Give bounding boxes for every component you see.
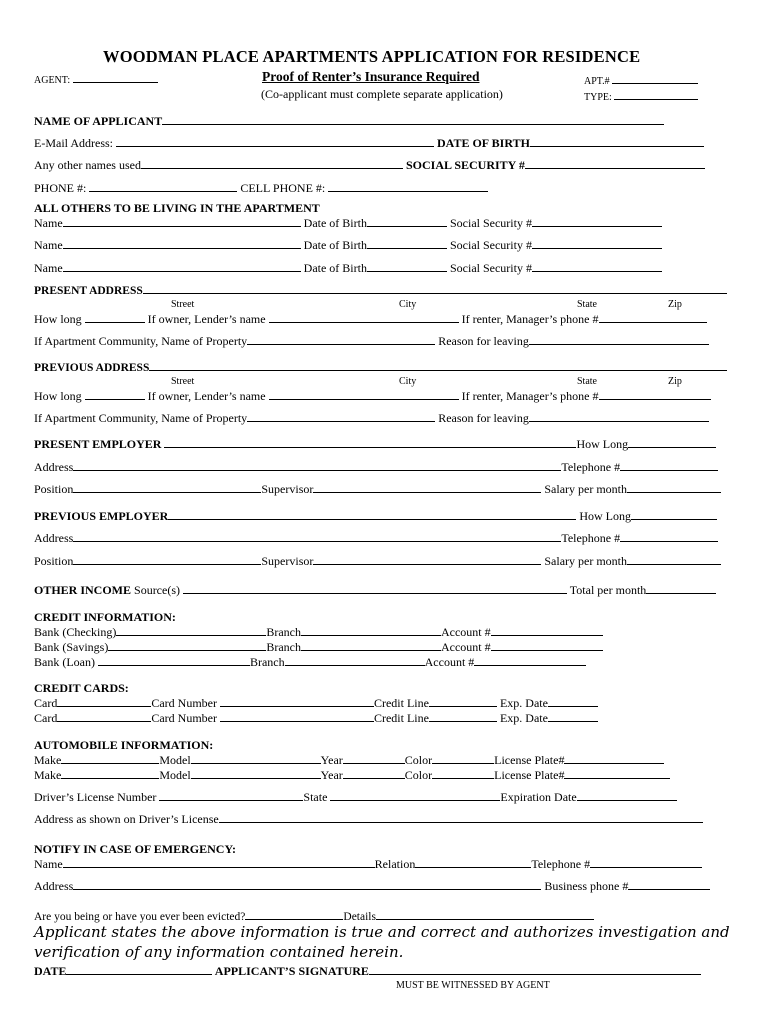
model-field[interactable] — [191, 753, 321, 764]
reason-field[interactable] — [529, 334, 709, 345]
present-employer-row: PRESENT EMPLOYER How Long — [34, 437, 716, 451]
email-field[interactable] — [116, 136, 434, 147]
community-field[interactable] — [247, 411, 435, 422]
community-row: If Apartment Community, Name of Property Reason for leaving — [34, 334, 709, 348]
card-row: Card Card Number Credit Line Exp. Date — [34, 711, 598, 725]
credit-line-field[interactable] — [429, 711, 497, 722]
manager-phone-field[interactable] — [599, 312, 707, 323]
apt-label: APT.# — [584, 73, 698, 89]
branch-field[interactable] — [301, 625, 441, 636]
occupant-name-field[interactable] — [63, 261, 301, 272]
color-field[interactable] — [432, 753, 494, 764]
license-address-field[interactable] — [219, 812, 703, 823]
community-row: If Apartment Community, Name of Property Reason for leaving — [34, 411, 709, 425]
employer-position-row: Position Supervisor Salary per month — [34, 482, 721, 496]
agent-field[interactable] — [73, 72, 158, 83]
other-income-row: OTHER INCOME Source(s) Total per month — [34, 583, 716, 597]
other-occupant-row: Name Date of Birth Social Security # — [34, 238, 662, 252]
emergency-heading: NOTIFY IN CASE OF EMERGENCY: — [34, 842, 237, 856]
state-caption: State — [577, 299, 597, 310]
occupant-ssn-field[interactable] — [532, 216, 662, 227]
emergency-address-row: Address Business phone # — [34, 879, 710, 893]
emergency-telephone-field[interactable] — [590, 857, 702, 868]
employer-address-row: Address Telephone # — [34, 531, 718, 545]
license-state-field[interactable] — [330, 790, 500, 801]
previous-address-field[interactable] — [149, 360, 727, 371]
card-field[interactable] — [57, 696, 151, 707]
emergency-name-field[interactable] — [63, 857, 375, 868]
credit-line-field[interactable] — [429, 696, 497, 707]
employer-address-field[interactable] — [73, 531, 561, 542]
salary-field[interactable] — [627, 482, 721, 493]
auto-heading: AUTOMOBILE INFORMATION: — [34, 738, 214, 752]
card-number-field[interactable] — [220, 696, 374, 707]
employer-address-field[interactable] — [73, 460, 561, 471]
zip-caption: Zip — [668, 299, 682, 310]
coapplicant-note: (Co-applicant must complete separate application) — [261, 87, 503, 101]
others-heading: ALL OTHERS TO BE LIVING IN THE APARTMENT — [34, 201, 320, 215]
bank-checking-row: Bank (Checking) Branch Account # — [34, 625, 603, 639]
other-names-field[interactable] — [141, 158, 403, 169]
present-address-row: PRESENT ADDRESS — [34, 283, 727, 298]
city-caption: City — [399, 299, 417, 310]
year-field[interactable] — [343, 753, 405, 764]
signature-row: DATE APPLICANT’S SIGNATURE — [34, 964, 701, 978]
other-occupant-row: Name Date of Birth Social Security # — [34, 261, 662, 275]
position-field[interactable] — [73, 554, 261, 565]
evicted-field[interactable] — [245, 909, 343, 920]
how-long-field[interactable] — [85, 312, 145, 323]
applicant-name-field[interactable] — [162, 114, 664, 125]
type-field[interactable] — [614, 89, 698, 100]
ssn-field[interactable] — [525, 158, 705, 169]
cell-phone-field[interactable] — [328, 181, 488, 192]
occupant-dob-field[interactable] — [367, 261, 447, 272]
applicant-statement: Applicant states the above information is true and correct and authorizes investigation and verification of any information contained herein. — [34, 923, 730, 961]
loan-bank-field[interactable] — [98, 655, 250, 666]
applicant-name-row: NAME OF APPLICANT — [34, 114, 664, 128]
business-phone-field[interactable] — [628, 879, 710, 890]
make-field[interactable] — [61, 768, 159, 779]
account-field[interactable] — [474, 655, 586, 666]
make-field[interactable] — [61, 753, 159, 764]
city-caption: City — [399, 376, 417, 387]
previous-employer-row: PREVIOUS EMPLOYER How Long — [34, 509, 717, 523]
other-occupant-row: Name Date of Birth Social Security # — [34, 216, 662, 230]
card-field[interactable] — [57, 711, 151, 722]
branch-field[interactable] — [285, 655, 425, 666]
card-row: Card Card Number Credit Line Exp. Date — [34, 696, 598, 710]
occupant-dob-field[interactable] — [367, 238, 447, 249]
occupant-name-field[interactable] — [63, 216, 301, 227]
phone-row: PHONE #: CELL PHONE #: — [34, 181, 488, 195]
license-row: Driver’s License Number State Expiration Date — [34, 790, 677, 804]
income-total-field[interactable] — [646, 583, 716, 594]
lender-field[interactable] — [269, 389, 459, 400]
employer-how-long-field[interactable] — [631, 509, 717, 520]
apt-field[interactable] — [612, 73, 698, 84]
occupant-dob-field[interactable] — [367, 216, 447, 227]
reason-field[interactable] — [529, 411, 709, 422]
bank-savings-row: Bank (Savings) Branch Account # — [34, 640, 603, 654]
present-employer-field[interactable] — [164, 437, 576, 448]
community-field[interactable] — [247, 334, 435, 345]
supervisor-field[interactable] — [313, 482, 541, 493]
account-field[interactable] — [491, 640, 603, 651]
dob-field[interactable] — [530, 136, 704, 147]
evicted-details-field[interactable] — [376, 909, 594, 920]
auto-row: Make Model Year Color License Plate# — [34, 753, 664, 767]
employer-how-long-field[interactable] — [628, 437, 716, 448]
emergency-name-row: Name Relation Telephone # — [34, 857, 702, 871]
plate-field[interactable] — [564, 753, 664, 764]
savings-bank-field[interactable] — [108, 640, 266, 651]
form-title: WOODMAN PLACE APARTMENTS APPLICATION FOR RESIDENCE — [103, 47, 641, 66]
expiration-field[interactable] — [577, 790, 677, 801]
street-caption: Street — [171, 299, 195, 310]
employer-address-row: Address Telephone # — [34, 460, 718, 474]
supervisor-field[interactable] — [313, 554, 541, 565]
position-field[interactable] — [73, 482, 261, 493]
manager-phone-field[interactable] — [599, 389, 711, 400]
witness-note: MUST BE WITNESSED BY AGENT — [396, 980, 550, 991]
plate-field[interactable] — [564, 768, 670, 779]
model-field[interactable] — [191, 768, 321, 779]
auto-row: Make Model Year Color License Plate# — [34, 768, 670, 782]
how-long-row: How long If owner, Lender’s name If renter, Manager’s phone # — [34, 389, 711, 403]
employer-position-row: Position Supervisor Salary per month — [34, 554, 721, 568]
insurance-note: Proof of Renter’s Insurance Required — [262, 69, 480, 84]
type-label: TYPE: — [584, 89, 698, 105]
exp-date-field[interactable] — [548, 711, 598, 722]
occupant-ssn-field[interactable] — [532, 238, 662, 249]
card-number-field[interactable] — [220, 711, 374, 722]
how-long-row: How long If owner, Lender’s name If renter, Manager’s phone # — [34, 312, 707, 326]
how-long-field[interactable] — [85, 389, 145, 400]
street-caption: Street — [171, 376, 195, 387]
branch-field[interactable] — [301, 640, 441, 651]
previous-employer-field[interactable] — [168, 509, 576, 520]
year-field[interactable] — [343, 768, 405, 779]
employer-telephone-field[interactable] — [620, 531, 718, 542]
exp-date-field[interactable] — [548, 696, 598, 707]
emergency-address-field[interactable] — [73, 879, 541, 890]
other-names-row: Any other names used SOCIAL SECURITY # — [34, 158, 705, 172]
salary-field[interactable] — [627, 554, 721, 565]
checking-bank-field[interactable] — [116, 625, 266, 636]
bank-loan-row: Bank (Loan) Branch Account # — [34, 655, 586, 669]
employer-telephone-field[interactable] — [620, 460, 718, 471]
license-address-row: Address as shown on Driver’s License — [34, 812, 703, 826]
signature-field[interactable] — [369, 964, 701, 975]
account-field[interactable] — [491, 625, 603, 636]
present-address-field[interactable] — [143, 283, 727, 294]
color-field[interactable] — [432, 768, 494, 779]
cards-heading: CREDIT CARDS: — [34, 681, 129, 695]
previous-address-row: PREVIOUS ADDRESS — [34, 360, 727, 375]
phone-field[interactable] — [89, 181, 237, 192]
credit-heading: CREDIT INFORMATION: — [34, 610, 176, 624]
email-row: E-Mail Address: DATE OF BIRTH — [34, 136, 704, 150]
evicted-row: Are you being or have you ever been evicted? Details — [34, 909, 594, 924]
state-caption: State — [577, 376, 597, 387]
license-number-field[interactable] — [159, 790, 303, 801]
relation-field[interactable] — [415, 857, 531, 868]
occupant-name-field[interactable] — [63, 238, 301, 249]
zip-caption: Zip — [668, 376, 682, 387]
income-sources-field[interactable] — [183, 583, 567, 594]
occupant-ssn-field[interactable] — [532, 261, 662, 272]
date-field[interactable] — [66, 964, 212, 975]
lender-field[interactable] — [269, 312, 459, 323]
agent-label: AGENT: — [34, 72, 158, 88]
